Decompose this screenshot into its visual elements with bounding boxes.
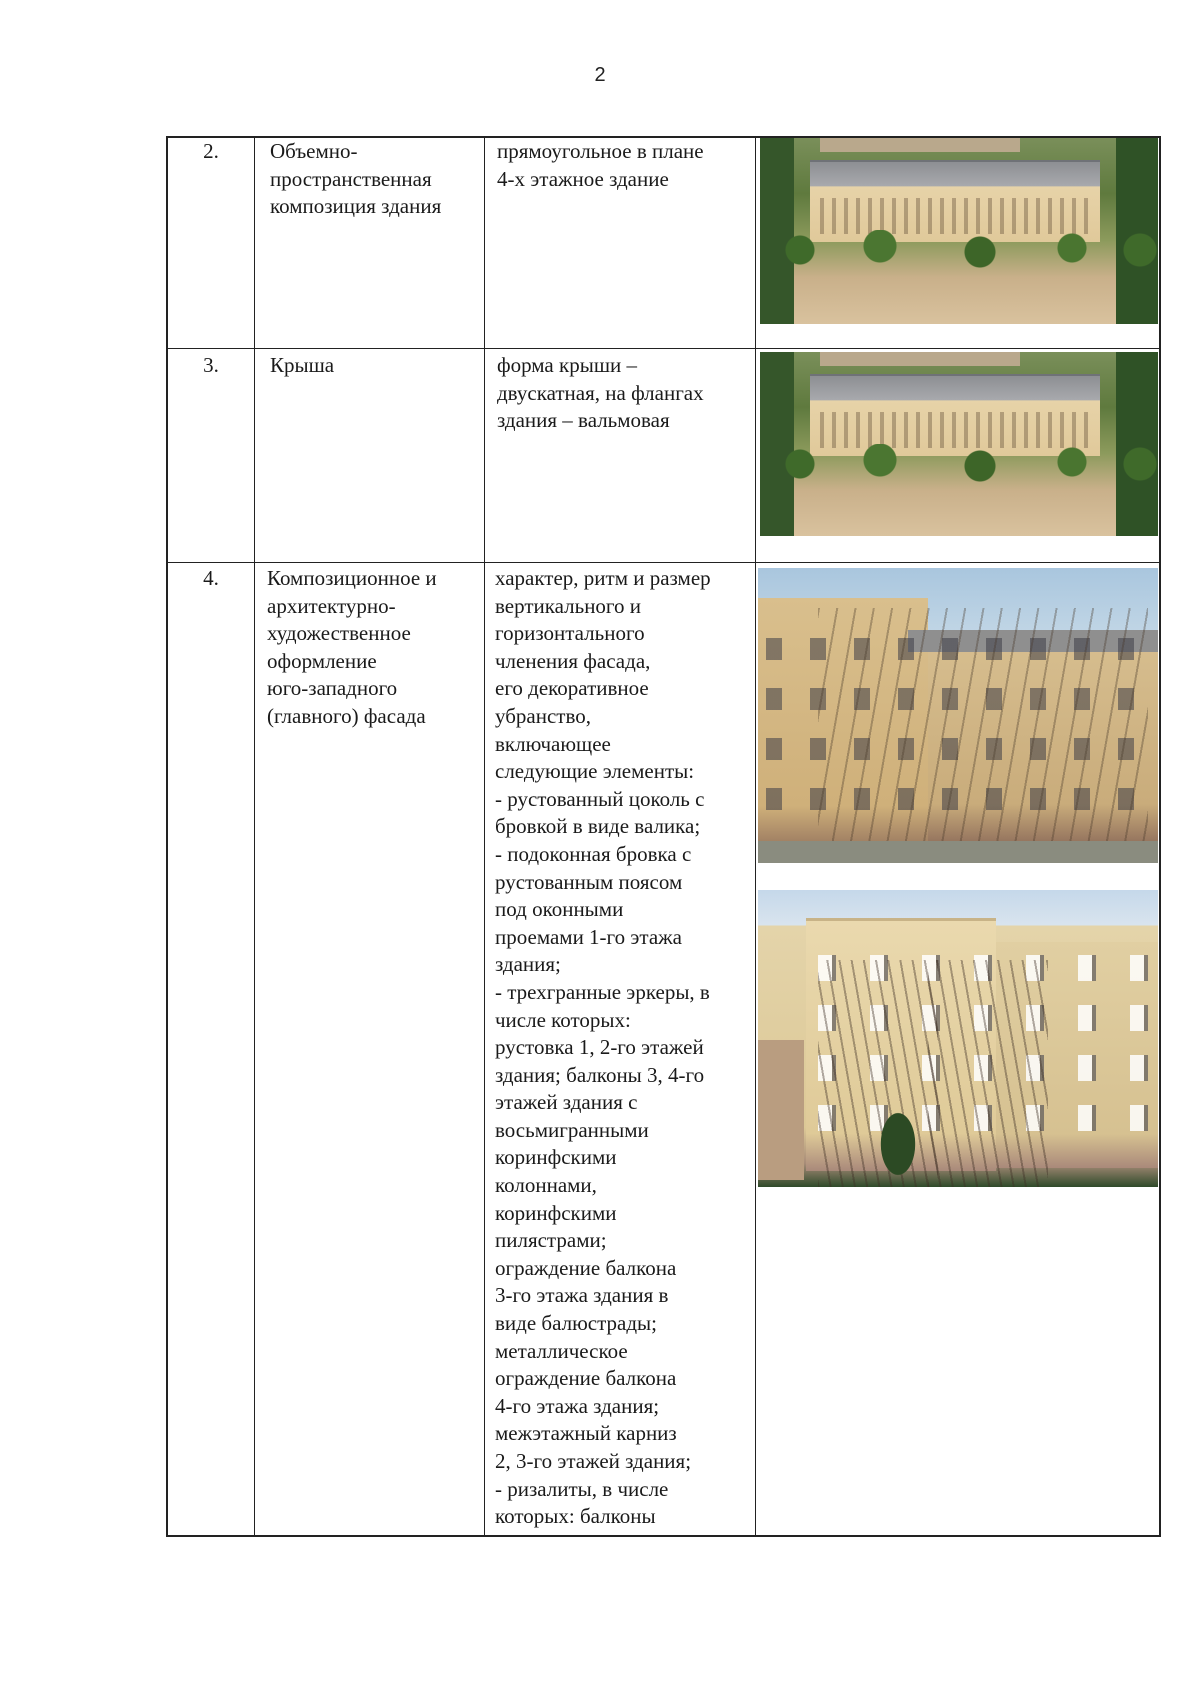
column-divider bbox=[484, 136, 485, 1537]
southwest-facade-photo bbox=[758, 568, 1158, 863]
column-divider bbox=[166, 136, 168, 1537]
element-name: Объемно- пространственная композиция здания bbox=[270, 139, 442, 219]
column-divider bbox=[755, 136, 756, 1537]
row-number: 2. bbox=[203, 139, 219, 163]
page-number: 2 bbox=[594, 64, 606, 86]
row-number: 3. bbox=[203, 353, 219, 377]
aerial-building-photo bbox=[760, 138, 1158, 324]
row-divider bbox=[166, 348, 1161, 349]
row-divider bbox=[166, 562, 1161, 563]
table-border-right bbox=[1159, 136, 1161, 1537]
element-name: Крыша bbox=[270, 353, 335, 377]
element-description: форма крыши – двускатная, на флангах здания – вальмовая bbox=[497, 353, 704, 433]
aerial-roof-photo bbox=[760, 352, 1158, 536]
row-number: 4. bbox=[203, 566, 219, 590]
table-border-bottom bbox=[166, 1535, 1161, 1537]
column-divider bbox=[254, 136, 255, 1537]
element-description: характер, ритм и размер вертикального и горизонтального членения фасада, его декоративное убранство, включающее следующие элементы: - рустованный цоколь с бровкой в виде валика; - подоконная бровка с рустованным поясом под оконными проемами 1-го этажа здания; - трехгранные эркеры, в числе которых: рустовка 1, 2-го этажей здания; балконы 3, 4-го этажей здания с восьмигранными коринфскими колоннами, коринфскими пилястрами; ограждение балкона 3-го этажа здания в виде балюстрады; металлическое ограждение балкона 4-го этажа здания; межэтажный карниз 2, 3-го этажей здания; - ризалиты, в числе которых: балконы bbox=[495, 566, 711, 1529]
element-description: прямоугольное в плане 4-х этажное здание bbox=[497, 139, 704, 191]
element-name: Композиционное и архитектурно- художественное оформление юго-западного (главного) фасада bbox=[267, 566, 437, 728]
facade-oriel-photo bbox=[758, 890, 1158, 1187]
